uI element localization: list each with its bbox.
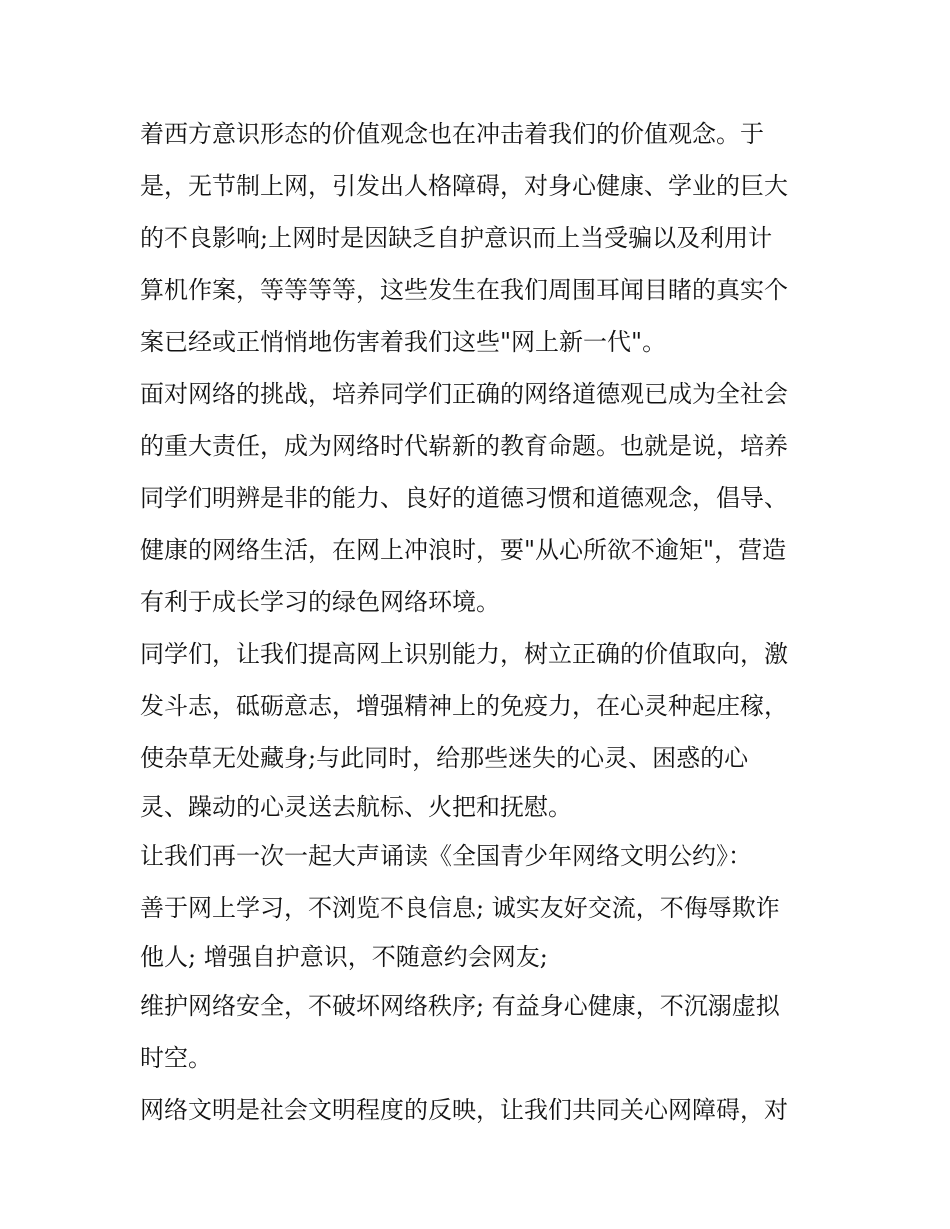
text-line: 的不良影响;上网时是因缺乏自护意识而上当受骗以及利用计 — [140, 224, 773, 252]
text-line: 使杂草无处藏身;与此同时，给那些迷失的心灵、困惑的心 — [140, 744, 749, 772]
document-body — [140, 108, 815, 1136]
text-line: 善于网上学习，不浏览不良信息; 诚实友好交流，不侮辱欺诈 — [140, 894, 780, 922]
text-line: 案已经或正悄悄地伤害着我们这些"网上新一代"。 — [140, 328, 667, 356]
text-line: 算机作案，等等等等，这些发生在我们周围耳闻目睹的真实个 — [140, 276, 788, 304]
text-line: 他人; 增强自护意识，不随意约会网友; — [140, 943, 548, 971]
text-line: 维护网络安全，不破坏网络秩序; 有益身心健康，不沉溺虚拟 — [140, 992, 780, 1020]
text-line: 的重大责任，成为网络时代崭新的教育命题。也就是说，培养 — [140, 432, 788, 460]
text-line: 发斗志，砥砺意志，增强精神上的免疫力，在心灵种起庄稼， — [140, 692, 788, 720]
text-line: 网络文明是社会文明程度的反映，让我们共同关心网障碍，对 — [140, 1096, 788, 1124]
text-line: 是，无节制上网，引发出人格障碍，对身心健康、学业的巨大 — [140, 172, 788, 200]
text-line: 同学们明辨是非的能力、良好的道德习惯和道德观念，倡导、 — [140, 484, 788, 512]
text-line: 同学们，让我们提高网上识别能力，树立正确的价值取向，激 — [140, 640, 788, 668]
text-line: 时空。 — [140, 1044, 212, 1072]
text-line: 有利于成长学习的绿色网络环境。 — [140, 588, 500, 616]
text-line: 让我们再一次一起大声诵读《全国青少年网络文明公约》： — [140, 842, 752, 870]
text-line: 面对网络的挑战，培养同学们正确的网络道德观已成为全社会 — [140, 380, 788, 408]
text-line: 着西方意识形态的价值观念也在冲击着我们的价值观念。于 — [140, 120, 764, 148]
text-line: 健康的网络生活，在网上冲浪时，要"从心所欲不逾矩"，营造 — [140, 536, 787, 564]
text-line: 灵、躁动的心灵送去航标、火把和抚慰。 — [140, 793, 572, 821]
